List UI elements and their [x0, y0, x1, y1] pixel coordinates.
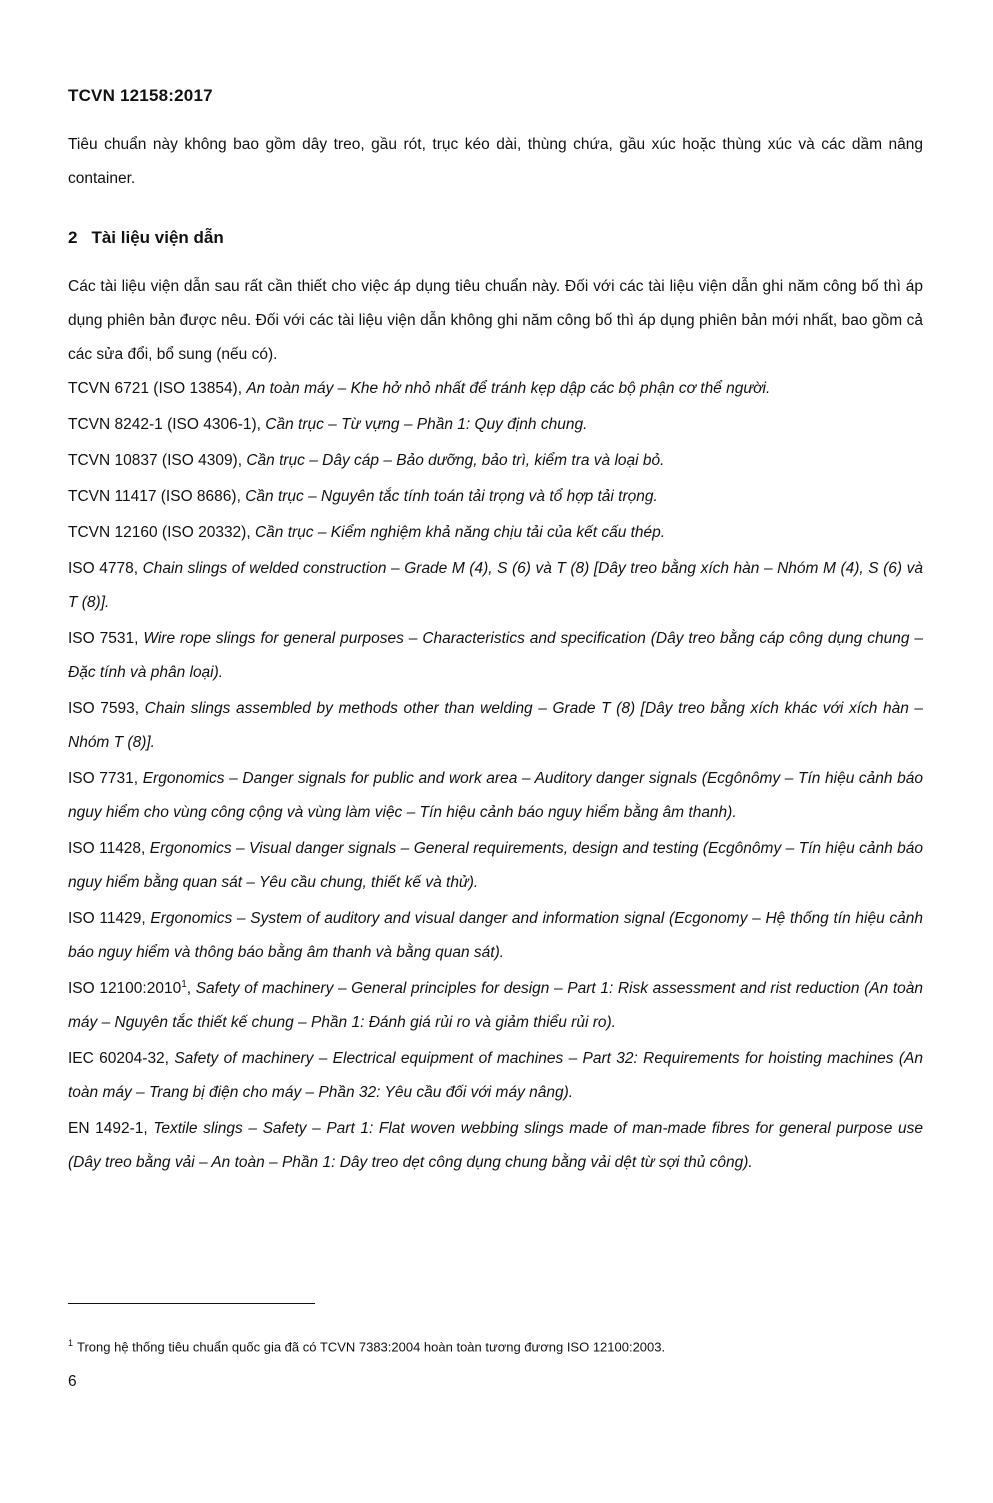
reference-title: Cần trục – Kiểm nghiệm khả năng chịu tải của kết cấu thép.: [254, 524, 666, 541]
reference-item: [68, 552, 923, 620]
reference-code: ISO 7731,: [68, 770, 139, 787]
footnote-number: 1: [68, 1338, 74, 1348]
reference-title: Ergonomics – Visual danger signals – General requirements, design and testing (Ecgônômy – Tín hiệu cảnh báo nguy hiểm bằng quan sát – Yêu cầu chung, thiết kế và thử).: [68, 840, 923, 891]
scope-paragraph: Tiêu chuẩn này không bao gồm dây treo, gầu rót, trục kéo dài, thùng chứa, gầu xúc hoặc thùng xúc và các dầm nâng container.: [68, 136, 923, 187]
reference-item: [68, 1112, 923, 1180]
section-heading: [68, 228, 224, 248]
reference-code: ISO 7531,: [68, 630, 139, 647]
reference-code: TCVN 6721 (ISO 13854),: [68, 380, 243, 397]
reference-item: [68, 832, 923, 900]
reference-title: Ergonomics – Danger signals for public and work area – Auditory danger signals (Ecgônômy – Tín hiệu cảnh báo nguy hiểm cho vùng công cộng và vùng làm việc – Tín hiệu cảnh báo nguy hiểm bằng âm thanh).: [68, 770, 924, 821]
reference-list: [68, 372, 923, 1182]
reference-item: [68, 372, 923, 406]
reference-item: [68, 408, 923, 442]
standard-code: TCVN 12158:2017: [68, 86, 213, 105]
footnote-marker: 1: [181, 978, 187, 990]
reference-code: TCVN 8242-1 (ISO 4306-1),: [68, 416, 261, 433]
reference-title: Safety of machinery – General principles for design – Part 1: Risk assessment and rist reduction (An toàn máy – Nguyên tắc thiết kế chung – Phần 1: Đánh giá rủi ro và giảm thiểu rủi ro).: [68, 980, 923, 1031]
reference-title: An toàn máy – Khe hở nhỏ nhất để tránh kẹp dập các bộ phận cơ thể người.: [246, 380, 771, 397]
reference-code: ISO 11428,: [68, 840, 146, 857]
reference-code: ISO 7593,: [68, 700, 140, 717]
section-intro: Các tài liệu viện dẫn sau rất cần thiết cho việc áp dụng tiêu chuẩn này. Đối với các tài liệu viện dẫn ghi năm công bố thì áp dụng phiên bản được nêu. Đối với các tài liệu viện dẫn không ghi năm công bố thì áp dụng phiên bản mới nhất, bao gồm cả các sửa đổi, bổ sung (nếu có).: [68, 278, 923, 363]
reference-title: Chain slings of welded construction – Grade M (4), S (6) và T (8) [Dây treo bằng xích hàn – Nhóm M (4), S (6) và T (8)].: [68, 560, 923, 611]
reference-title: Cần trục – Nguyên tắc tính toán tải trọng và tổ hợp tải trọng.: [245, 488, 658, 505]
reference-title: Cần trục – Dây cáp – Bảo dưỡng, bảo trì, kiểm tra và loại bỏ.: [246, 452, 665, 469]
reference-code: TCVN 11417 (ISO 8686),: [68, 488, 241, 505]
reference-item: [68, 444, 923, 478]
reference-item: ISO 12100:2010$^1$, Safety of machinery – General principles for design – Part 1: Risk assessment and rist reduction (An toàn máy – Nguyên tắc thiết kế chung – Phần 1: Đánh giá rủi ro và giảm thiểu rủi ro).: [68, 978, 923, 1031]
reference-item: [68, 480, 923, 514]
reference-item: [68, 692, 923, 760]
footnote: [68, 1332, 923, 1358]
reference-item: [68, 902, 923, 970]
section-title: Tài liệu viện dẫn: [91, 228, 224, 247]
section-number: 2: [68, 228, 78, 247]
reference-item: [68, 1042, 923, 1110]
reference-code: EN 1492-1,: [68, 1120, 148, 1137]
reference-code: IEC 60204-32,: [68, 1050, 169, 1067]
footnote-separator: [68, 1303, 315, 1304]
reference-title: Safety of machinery – Electrical equipment of machines – Part 32: Requirements for hoisting machines (An toàn máy – Trang bị điện cho máy – Phần 32: Yêu cầu đối với máy nâng).: [68, 1050, 923, 1101]
reference-item: [68, 762, 923, 830]
reference-code: ISO 12100:2010: [68, 980, 182, 997]
reference-title: Cần trục – Từ vựng – Phần 1: Quy định chung.: [265, 416, 588, 433]
reference-item: [68, 516, 923, 550]
footnote-text: Trong hệ thống tiêu chuẩn quốc gia đã có TCVN 7383:2004 hoàn toàn tương đương ISO 12100:2003.: [77, 1339, 666, 1355]
reference-code: ISO 4778,: [68, 560, 139, 577]
page-number: 6: [68, 1373, 77, 1390]
reference-item: [68, 622, 923, 690]
reference-code: TCVN 10837 (ISO 4309),: [68, 452, 243, 469]
reference-title: Chain slings assembled by methods other than welding – Grade T (8) [Dây treo bằng xích khác với xích hàn – Nhóm T (8)].: [68, 700, 924, 751]
reference-title: Ergonomics – System of auditory and visual danger and information signal (Ecgonomy – Hệ thống tín hiệu cảnh báo nguy hiểm và thông báo bằng âm thanh và bằng quan sát).: [68, 910, 924, 961]
reference-code: TCVN 12160 (ISO 20332),: [68, 524, 251, 541]
reference-title: Wire rope slings for general purposes – Characteristics and specification (Dây treo bằng cáp công dụng chung – Đặc tính và phân loại).: [68, 630, 924, 681]
reference-title: Textile slings – Safety – Part 1: Flat woven webbing slings made of man-made fibres for general purpose use (Dây treo bằng vải – An toàn – Phần 1: Dây treo dẹt công dụng chung bằng vải dệt từ sợi thủ công).: [68, 1120, 923, 1171]
reference-code: ISO 11429,: [68, 910, 146, 927]
